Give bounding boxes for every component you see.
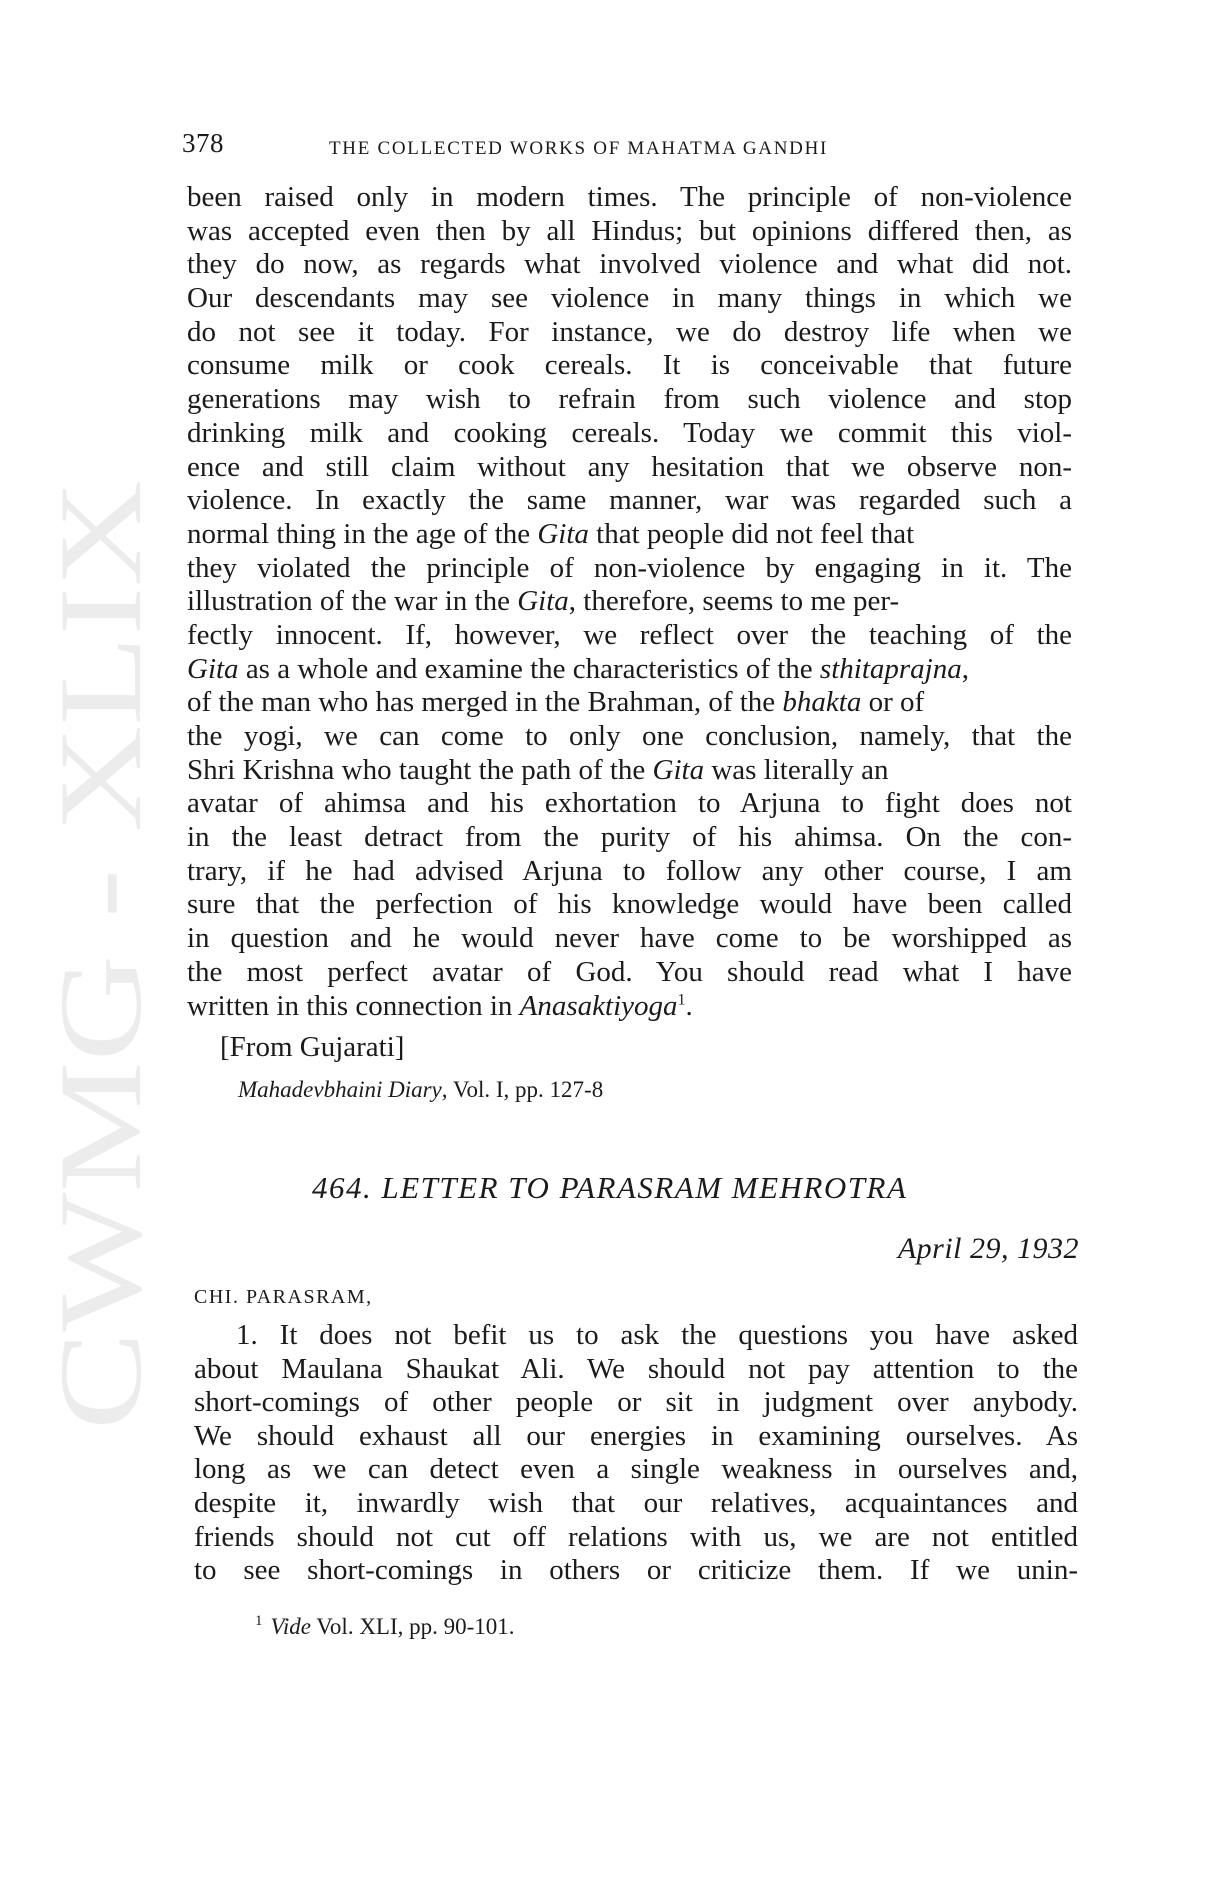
text-line: to see short-comings in others or criticize them. If we unin-: [194, 1554, 1078, 1587]
page-number: 378: [182, 128, 224, 158]
text-line: [187, 585, 1072, 619]
text-line: long as we can detect even a single weakness in ourselves and,: [194, 1453, 1078, 1486]
text-line: been raised only in modern times. The principle of non-violence: [187, 181, 1072, 213]
text-line: fectly innocent. If, however, we reflect over the teaching of the: [187, 618, 1072, 651]
book-title-anasaktiyoga: Anasaktiyoga: [519, 989, 678, 1022]
text-line: the most perfect avatar of God. You should read what I have: [187, 955, 1072, 988]
citation-title: Mahadevbhaini Diary: [238, 1077, 442, 1102]
text-line: [187, 990, 1072, 1024]
text-line: in the least detract from the purity of his ahimsa. On the con-: [187, 821, 1072, 854]
text-line: [187, 518, 1072, 552]
text-line: they do now, as regards what involved violence and what did not.: [187, 248, 1072, 281]
book-title-gita: Gita: [537, 517, 589, 550]
text-line: [187, 754, 1072, 788]
text-segment: , therefore, seems to me per-: [568, 585, 900, 618]
text-line: they violated the principle of non-violence by engaging in it. The: [187, 551, 1072, 584]
text-line: was accepted even then by all Hindus; but opinions differed then, as: [187, 214, 1072, 247]
text-line: 1. It does not befit us to ask the questions you have asked: [236, 1319, 1078, 1351]
text-line: friends should not cut off relations with us, we are not entitled: [194, 1520, 1078, 1553]
footnote-text: Vol. XLI, pp. 90-101.: [310, 1614, 515, 1639]
section-heading: 464. LETTER TO PARASRAM MEHROTRA: [312, 1170, 908, 1205]
text-segment: Shri Krishna who taught the path of the: [187, 753, 646, 786]
text-line: trary, if he had advised Arjuna to follow any other course, I am: [187, 854, 1072, 887]
book-title-gita: Gita: [517, 585, 569, 618]
text-line: sure that the perfection of his knowledge would have been called: [187, 888, 1072, 921]
text-line: short-comings of other people or sit in judgment over anybody.: [194, 1386, 1078, 1419]
text-line: generations may wish to refrain from such violence and stop: [187, 383, 1072, 416]
text-line: [187, 653, 1072, 687]
footnote-mark: 1: [255, 1613, 263, 1630]
running-head: THE COLLECTED WORKS OF MAHATMA GANDHI: [329, 138, 829, 159]
watermark-text: CWMG - XLIX: [35, 669, 166, 1430]
text-line: We should exhaust all our energies in examining ourselves. As: [194, 1419, 1078, 1452]
source-language-note: [From Gujarati]: [220, 1031, 405, 1063]
text-segment: normal thing in the age of the: [187, 517, 531, 550]
text-segment: was literally an: [711, 753, 889, 786]
text-line: in question and he would never have come to be worshipped as: [187, 922, 1072, 955]
text-line: Our descendants may see violence in many things in which we: [187, 282, 1072, 315]
citation-details: , Vol. I, pp. 127-8: [441, 1077, 604, 1102]
letter-date: April 29, 1932: [897, 1232, 1079, 1265]
text-segment: as a whole and examine the characteristics of the: [245, 652, 813, 685]
text-segment: .: [685, 989, 693, 1022]
page-header: [182, 128, 1082, 168]
footnote-vide: Vide: [270, 1614, 311, 1639]
text-line: do not see it today. For instance, we do destroy life when we: [187, 315, 1072, 348]
term-bhakta: bhakta: [782, 686, 862, 719]
footnote: [255, 1614, 515, 1640]
book-title-gita: Gita: [187, 652, 239, 685]
text-line: violence. In exactly the same manner, war was regarded such a: [187, 484, 1072, 517]
text-segment: illustration of the war in the: [187, 585, 510, 618]
text-line: consume milk or cook cereals. It is conceivable that future: [187, 349, 1072, 382]
continued-paragraph: [187, 181, 1072, 1023]
text-line: avatar of ahimsa and his exhortation to Arjuna to fight does not: [187, 787, 1072, 820]
footnote-reference: 1: [677, 990, 686, 1008]
text-line: ence and still claim without any hesitation that we observe non-: [187, 450, 1072, 483]
source-citation: [238, 1077, 603, 1103]
text-segment: ,: [961, 652, 969, 685]
text-segment: or of: [868, 686, 925, 719]
text-line: [187, 686, 1072, 720]
text-segment: that people did not feel that: [596, 517, 915, 550]
text-line: the yogi, we can come to only one conclusion, namely, that the: [187, 720, 1072, 752]
book-title-gita: Gita: [652, 753, 705, 786]
letter-salutation: CHI. PARASRAM,: [194, 1286, 373, 1308]
text-segment: written in this connection in: [187, 989, 513, 1022]
text-line: drinking milk and cooking cereals. Today we commit this viol-: [187, 416, 1072, 449]
text-line: about Maulana Shaukat Ali. We should not pay attention to the: [194, 1352, 1078, 1385]
term-sthitaprajna: sthitaprajna: [819, 652, 962, 685]
text-segment: of the man who has merged in the Brahman, of the: [187, 686, 776, 719]
letter-paragraph: [194, 1319, 1078, 1588]
text-line: despite it, inwardly wish that our relatives, acquaintances and: [194, 1486, 1078, 1519]
